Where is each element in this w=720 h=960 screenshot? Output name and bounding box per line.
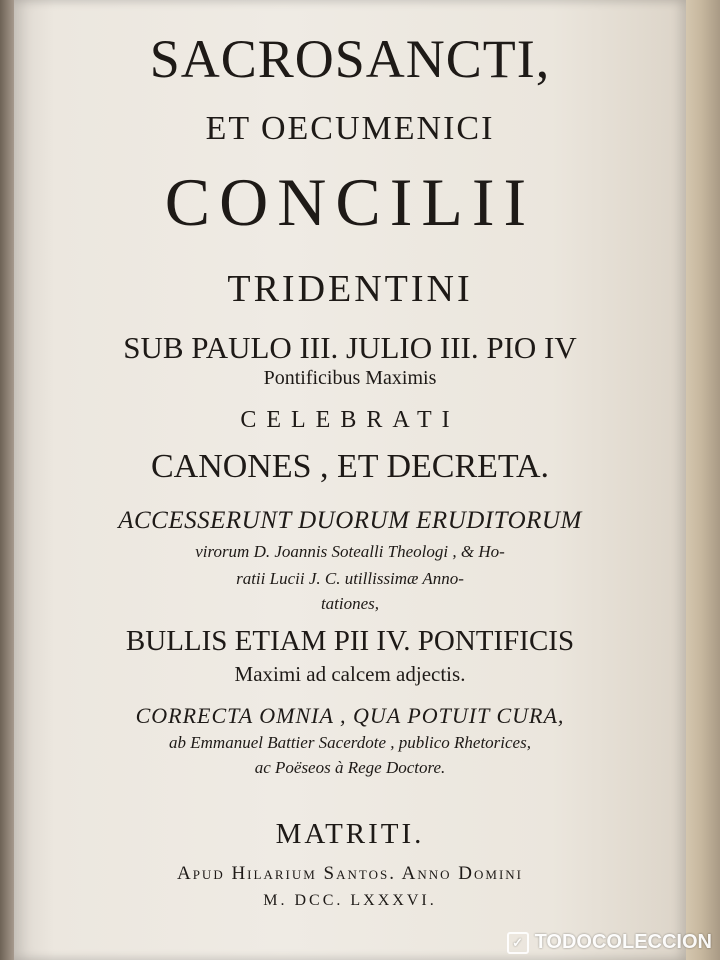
title-page — [14, 0, 686, 960]
watermark — [507, 931, 712, 954]
title-line-1: SACROSANCTI, — [149, 29, 551, 89]
annotation-line-3: tationes, — [320, 594, 380, 613]
year-line: M. DCC. LXXXVI. — [263, 892, 437, 909]
correcta-line: CORRECTA OMNIA , QUA POTUIT CURA, — [135, 703, 565, 728]
celebrati-line: CELEBRATI — [240, 407, 460, 433]
bullis-line: BULLIS ETIAM PII IV. PONTIFICIS — [125, 625, 575, 657]
todocoleccion-logo-icon: ✓ — [507, 932, 529, 954]
place-line: MATRITI. — [275, 818, 425, 850]
editor-line-2: ac Poëseos à Rege Doctore. — [254, 758, 446, 777]
maximi-line: Maximi ad calcem adjectis. — [234, 662, 466, 686]
watermark-text: TODOCOLECCION — [534, 931, 712, 953]
pontificibus-line: Pontificibus Maximis — [263, 367, 437, 389]
editor-line-1: ab Emmanuel Battier Sacerdote , publico Rhetorices, — [169, 733, 531, 752]
title-line-3: CONCILII — [164, 164, 536, 240]
title-line-4: TRIDENTINI — [227, 268, 473, 310]
annotation-line-1: virorum D. Joannis Sotealli Theologi , & Ho- — [195, 542, 505, 561]
title-line-2: ET OECUMENICI — [205, 110, 495, 147]
annotation-line-2: ratii Lucii J. C. utillissimæ Anno- — [236, 569, 464, 588]
publisher-line: Apud Hilarium Santos. Anno Domini — [176, 863, 524, 884]
popes-line: SUB PAULO III. JULIO III. PIO IV — [123, 330, 577, 365]
accesserunt-line: ACCESSERUNT DUORUM ERUDITORUM — [118, 507, 582, 534]
canones-line: CANONES , ET DECRETA. — [150, 448, 550, 485]
